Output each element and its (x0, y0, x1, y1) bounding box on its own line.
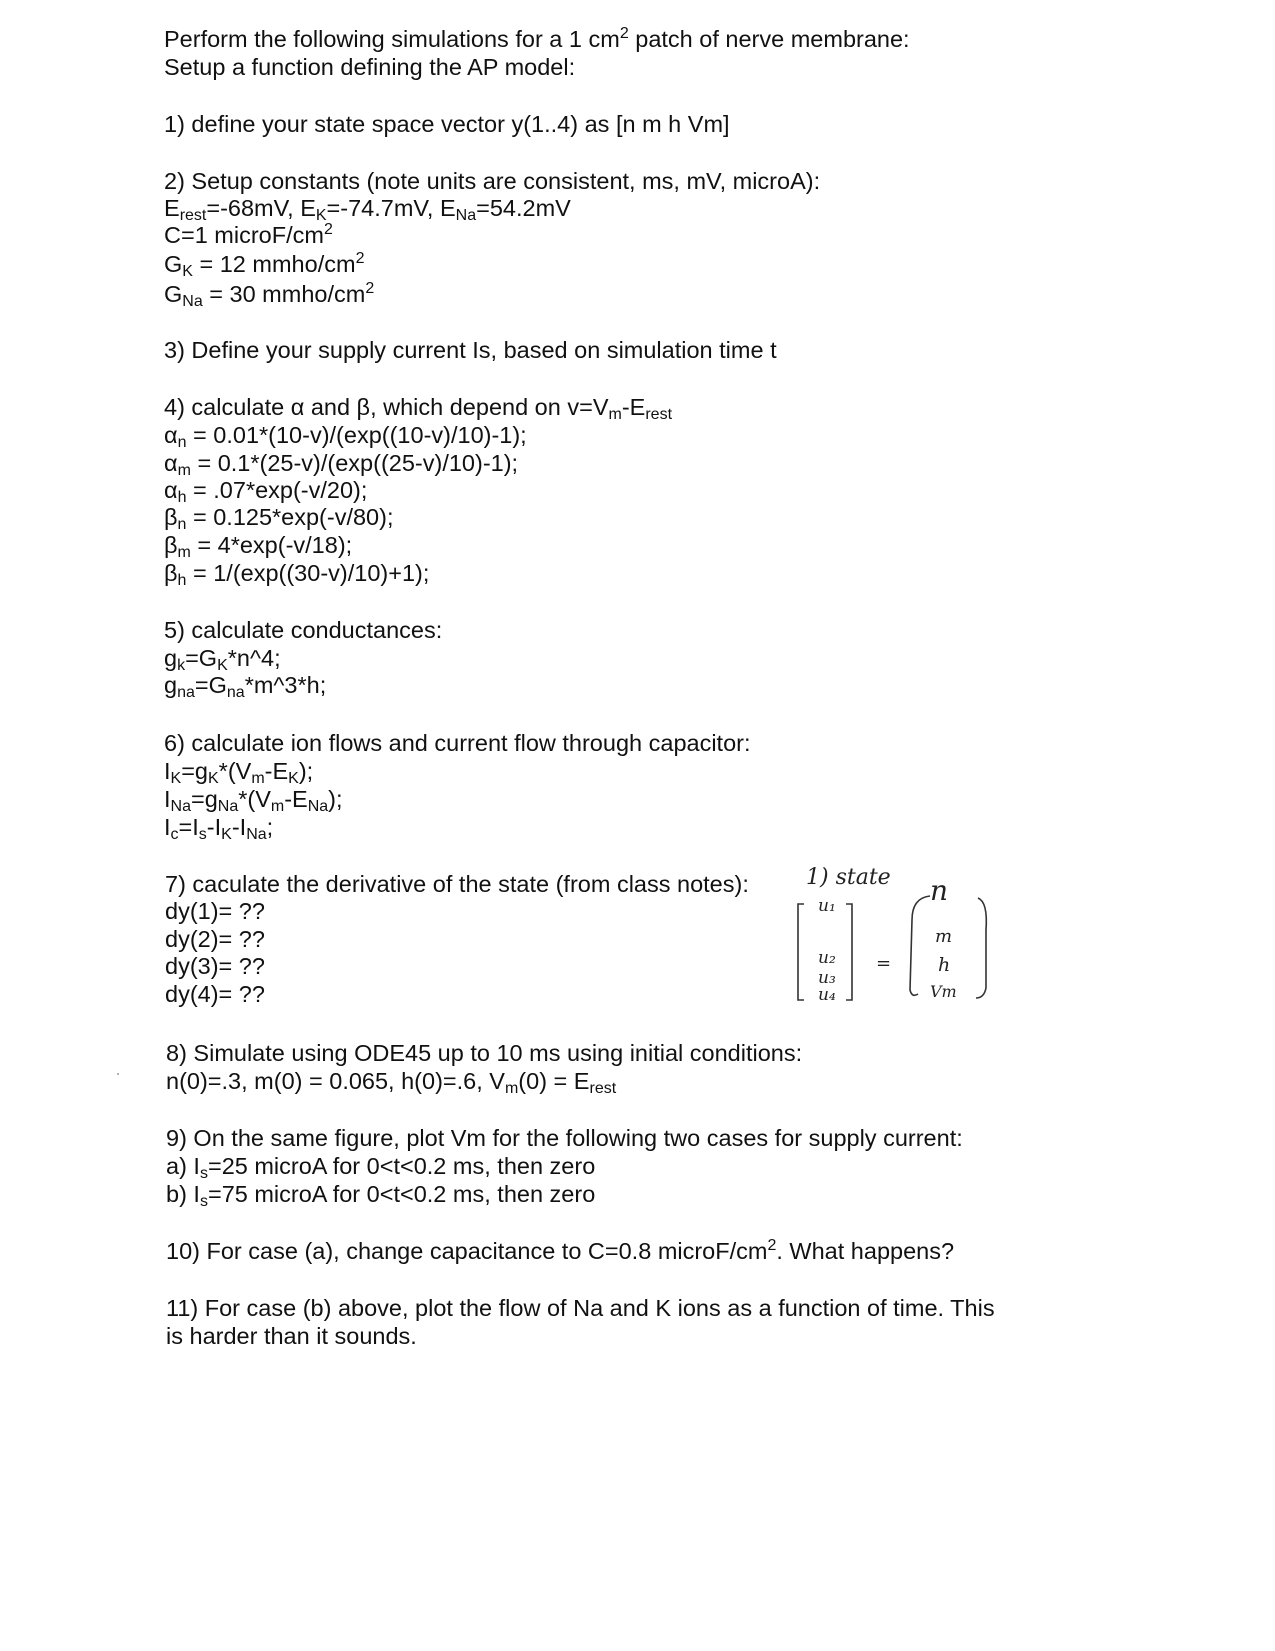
step-6-ik: $I_K=g_K*(V_m-E_K)$; (164, 758, 314, 787)
step-4-heading: 4) calculate α and β, which depend on $v=V_m-E_{rest}$ (164, 394, 673, 423)
step-5-gna: $g_{na}=G_{na}*m\^{}3*h$; (164, 672, 327, 701)
handwritten-h: h (938, 954, 951, 976)
dy2-line: dy(2)= ?? (165, 926, 265, 952)
alpha-n-equation: $\alpha_n = 0.01*(10-v)/(\exp((10-v)/10)-1)$; (164, 422, 527, 451)
step-5-gk: $g_k=G_K*n\^{}4$; (164, 645, 281, 674)
dy1-line: dy(1)= ?? (165, 898, 265, 924)
step-9-case-b: b) $I_s=75$ microA for 0<t<0.2 ms, then zero (166, 1181, 596, 1210)
step-6-heading: 6) calculate ion flows and current flow through capacitor: (164, 730, 751, 756)
step-11-line-2: is harder than it sounds. (166, 1323, 417, 1349)
step-8-initial-conditions: n(0)=.3, m(0) = 0.065, h(0)=.6, $V_m(0) = E_{rest}$ (166, 1068, 617, 1097)
handwritten-m: m (935, 926, 953, 947)
handwritten-u4: u₄ (818, 985, 836, 1005)
step-6-ic: $I_c=I_s-I_K-I_{Na}$; (164, 814, 274, 843)
step-11-line-1: 11) For case (b) above, plot the flow of Na and K ions as a function of time. This (166, 1295, 995, 1321)
step-9-case-a: a) $I_s=25$ microA for 0<t<0.2 ms, then zero (166, 1153, 596, 1182)
right-vector-close-bracket (976, 898, 986, 998)
beta-n-equation: $\beta_n = 0.125*\exp(-v/80)$; (164, 504, 394, 533)
alpha-h-equation: $\alpha_h = .07*\exp(-v/20)$; (164, 477, 368, 506)
handwritten-state-label: 1) state (806, 865, 891, 890)
step-1: 1) define your state space vector y(1..4) as [n m h Vm] (164, 111, 730, 137)
handwritten-u3: u₃ (818, 968, 836, 988)
handwritten-vm: Vm (930, 982, 957, 1001)
step-3: 3) Define your supply current Is, based on simulation time t (164, 337, 777, 363)
step-6-ina: $I_{Na}=g_{Na}*(V_m-E_{Na})$; (164, 786, 343, 815)
step-9-heading: 9) On the same figure, plot Vm for the following two cases for supply current: (166, 1125, 963, 1151)
dy3-line: dy(3)= ?? (165, 953, 265, 979)
step-2-capacitance: C=1 microF/$cm^2$ (164, 221, 333, 248)
right-vector-open-bracket (910, 896, 930, 995)
left-vector-close-bracket (846, 904, 852, 1000)
intro-line-2: Setup a function defining the AP model: (164, 54, 576, 80)
step-5-heading: 5) calculate conductances: (164, 617, 443, 643)
handwritten-n: n (930, 874, 949, 907)
scan-speck (117, 1073, 119, 1075)
dy4-line: dy(4)= ?? (165, 981, 265, 1007)
step-8-heading: 8) Simulate using ODE45 up to 10 ms using initial conditions: (166, 1040, 803, 1066)
left-vector-open-bracket (798, 904, 804, 1000)
handwritten-u1: u₁ (818, 896, 836, 916)
step-2-heading: 2) Setup constants (note units are consistent, ms, mV, microA): (164, 168, 821, 194)
beta-m-equation: $\beta_m = 4*\exp(-v/18)$; (164, 532, 353, 561)
alpha-m-equation: $\alpha_m = 0.1*(25-v)/(\exp((25-v)/10)-1)$; (164, 450, 519, 479)
handwritten-u2: u₂ (818, 948, 836, 968)
step-10: 10) For case (a), change capacitance to C=0.8 microF/$cm^2$. What happens? (166, 1237, 955, 1264)
handwritten-equals: = (876, 953, 892, 974)
step-2-gna: $G_{Na} = 30$ mmho/$cm^2$ (164, 280, 375, 310)
step-7-heading: 7) caculate the derivative of the state (from class notes): (165, 871, 749, 897)
step-2-gk: $G_K = 12$ mmho/$cm^2$ (164, 250, 365, 280)
step-2-potentials: $E_{rest}=-68mV$, $E_K=-74.7mV$, $E_{Na}=54.2mV$ (164, 195, 571, 224)
beta-h-equation: $\beta_h = 1/(\exp((30-v)/10)+1)$; (164, 560, 430, 589)
intro-line-1: Perform the following simulations for a 1 $cm^2$ patch of nerve membrane: (164, 25, 910, 52)
